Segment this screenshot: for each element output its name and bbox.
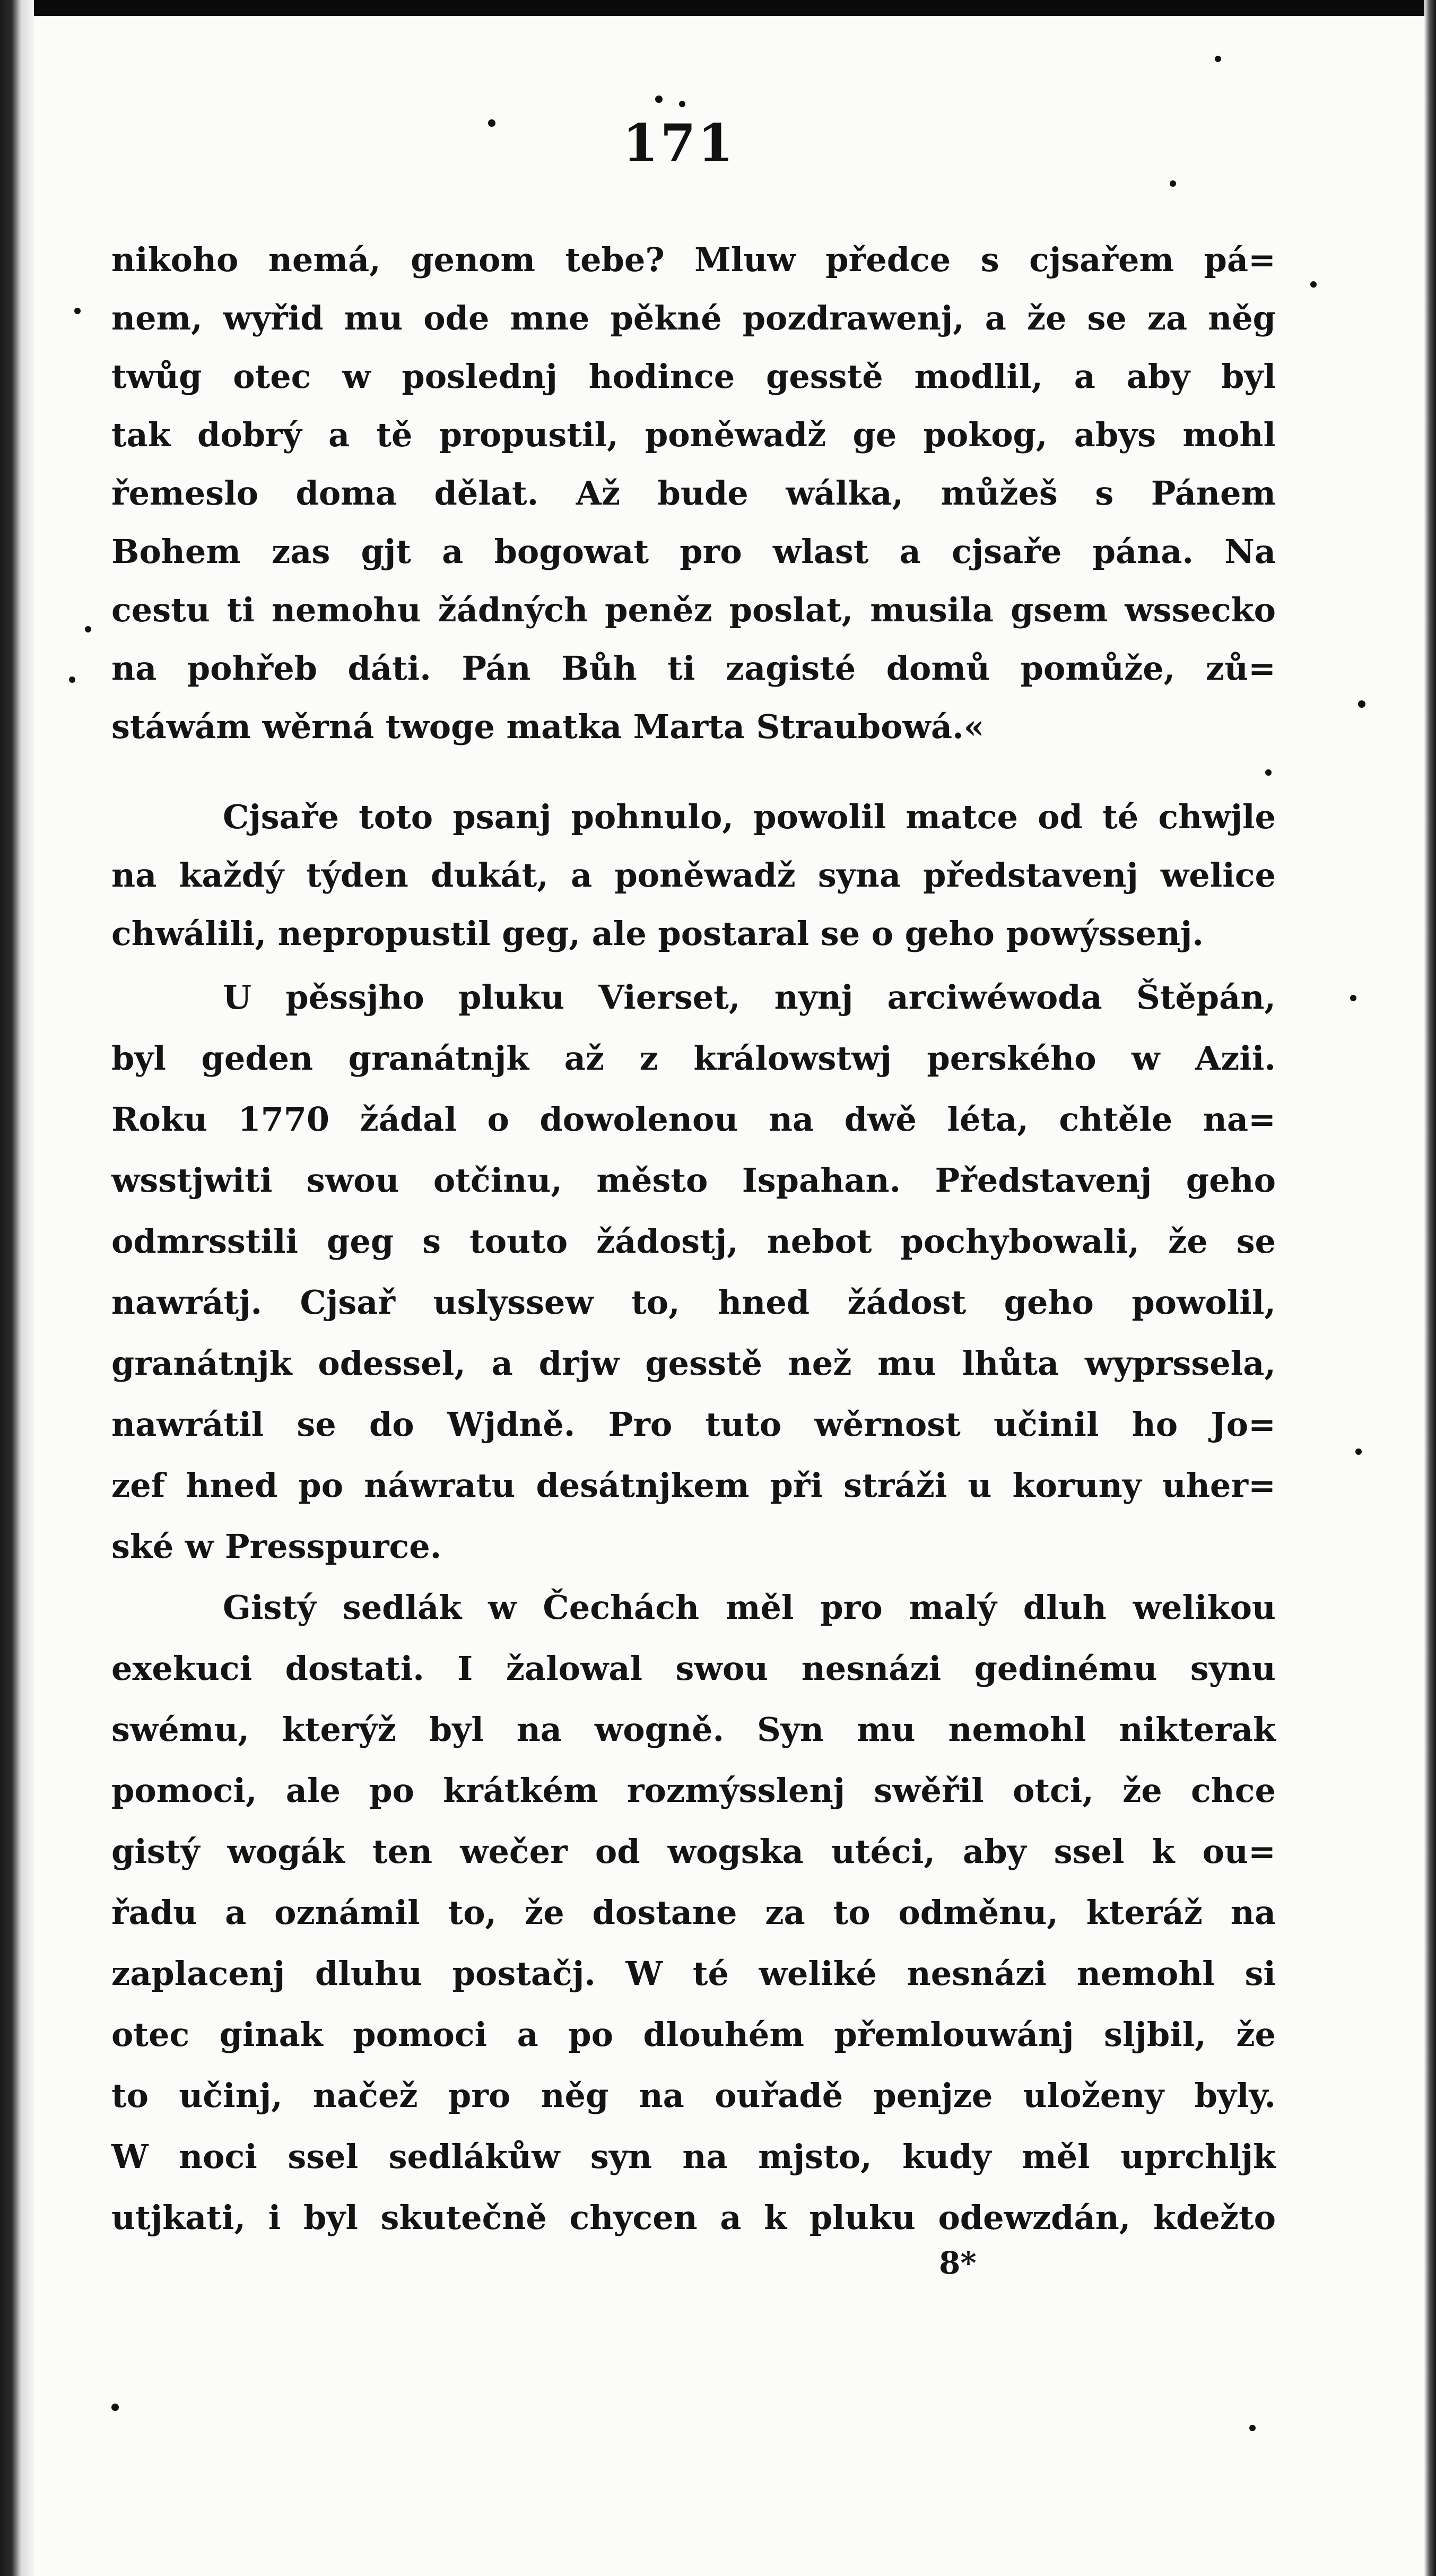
- text-line: odmrsstili geg s touto žádostj, nebot pochybowali, že se: [111, 1222, 1276, 1261]
- text-line: Gistý sedlák w Čechách měl pro malý dluh welikou: [223, 1588, 1276, 1627]
- scan-speck: [1249, 2425, 1256, 2431]
- scan-speck: [655, 96, 663, 103]
- scan-speck: [1215, 56, 1221, 62]
- text-line: to učinj, načež pro něg na ouřadě penjze uloženy byly.: [111, 2076, 1276, 2115]
- scan-speck: [1358, 700, 1365, 708]
- text-line: nawrátj. Cjsař uslyssew to, hned žádost geho powolil,: [111, 1283, 1276, 1322]
- text-line: Bohem zas gjt a bogowat pro wlast a cjsaře pána. Na: [111, 532, 1276, 571]
- scan-speck: [1170, 180, 1176, 187]
- scan-speck: [1310, 281, 1317, 288]
- scan-speck: [1265, 769, 1272, 776]
- text-line: na pohřeb dáti. Pán Bůh ti zagisté domů pomůže, zů=: [111, 649, 1276, 688]
- page-number: 171: [622, 113, 736, 173]
- scan-speck: [488, 119, 495, 127]
- text-line: otec ginak pomoci a po dlouhém přemlouwánj sljbil, že: [111, 2015, 1276, 2054]
- text-line: na každý týden dukát, a poněwadž syna představenj welice: [111, 856, 1276, 895]
- text-line: nawrátil se do Wjdně. Pro tuto wěrnost učinil ho Jo=: [111, 1405, 1276, 1444]
- text-line: byl geden granátnjk až z králowstwj perského w Azii.: [111, 1039, 1276, 1078]
- text-line: granátnjk odessel, a drjw gesstě než mu lhůta wyprssela,: [111, 1344, 1276, 1383]
- printer-signature-mark: 8*: [939, 2245, 977, 2281]
- text-line: řemeslo doma dělat. Až bude wálka, můžeš s Pánem: [111, 474, 1276, 513]
- text-line: gistý wogák ten wečer od wogska utéci, aby ssel k ou=: [111, 1832, 1276, 1871]
- scan-speck: [74, 308, 81, 314]
- text-line: Roku 1770 žádal o dowolenou na dwě léta, chtěle na=: [111, 1100, 1276, 1139]
- text-line: řadu a oznámil to, že dostane za to odměnu, kteráž na: [111, 1893, 1276, 1932]
- text-line: zaplacenj dluhu postačj. W té weliké nesnázi nemohl si: [111, 1954, 1276, 1993]
- text-line: chwálili, nepropustil geg, ale postaral se o geho powýssenj.: [111, 914, 1204, 953]
- text-line: exekuci dostati. I žalowal swou nesnázi gedinému synu: [111, 1649, 1276, 1688]
- text-line: wsstjwiti swou otčinu, město Ispahan. Představenj geho: [111, 1161, 1276, 1200]
- scan-speck: [1355, 1449, 1362, 1455]
- scan-speck: [69, 676, 75, 683]
- text-line: nem, wyřid mu ode mne pěkné pozdrawenj, a že se za něg: [111, 299, 1276, 337]
- scan-speck: [85, 626, 91, 632]
- text-line: utjkati, i byl skutečně chycen a k pluku odewzdán, kdežto: [111, 2198, 1276, 2237]
- text-line: stáwám wěrná twoge matka Marta Straubowá.«: [111, 707, 985, 746]
- text-line: U pěssjho pluku Vierset, nynj arciwéwoda Štěpán,: [223, 978, 1276, 1017]
- text-line: tak dobrý a tě propustil, poněwadž ge pokog, abys mohl: [111, 415, 1276, 454]
- text-line: nikoho nemá, genom tebe? Mluw předce s cjsařem pá=: [111, 240, 1276, 279]
- scan-speck: [1350, 995, 1356, 1001]
- scan-top-border: [0, 0, 1436, 16]
- text-line: pomoci, ale po krátkém rozmýsslenj swěřil otci, že chce: [111, 1771, 1276, 1810]
- text-line: Cjsaře toto psanj pohnulo, powolil matce od té chwjle: [223, 797, 1276, 836]
- text-line: swému, kterýž byl na wogně. Syn mu nemohl nikterak: [111, 1710, 1276, 1749]
- text-line: twůg otec w poslednj hodince gesstě modlil, a aby byl: [111, 357, 1276, 396]
- text-line: zef hned po náwratu desátnjkem při stráži u koruny uher=: [111, 1466, 1276, 1505]
- book-binding-edge: [0, 0, 34, 2576]
- scan-speck: [111, 2404, 119, 2411]
- scan-speck: [679, 101, 685, 107]
- text-line: ské w Presspurce.: [111, 1527, 442, 1566]
- text-line: cestu ti nemohu žádných peněz poslat, musila gsem wssecko: [111, 591, 1276, 629]
- scan-right-border: [1424, 0, 1436, 2576]
- text-line: W noci ssel sedlákůw syn na mjsto, kudy měl uprchljk: [111, 2137, 1276, 2176]
